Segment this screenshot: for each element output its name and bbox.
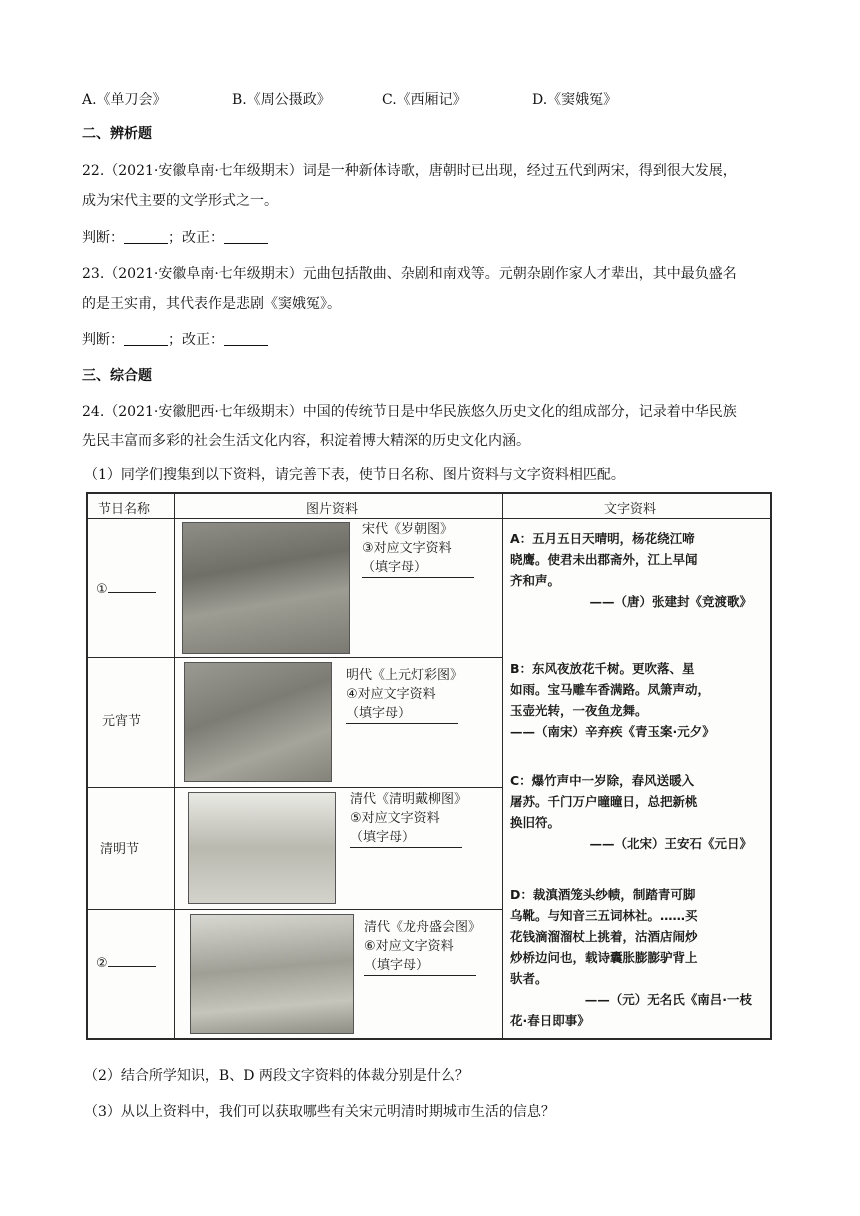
table-col-divider [174, 494, 175, 1038]
table-row-divider [88, 787, 502, 788]
header-festival: 节日名称 [98, 502, 151, 517]
q22-correct-label: ；改正： [168, 230, 224, 246]
festival-name-3: 清明节 [100, 842, 140, 857]
header-text: 文字资料 [604, 502, 657, 517]
table-col-divider [502, 494, 503, 1038]
q24-sub2: （2）结合所学知识，B、D 两段文字资料的体裁分别是什么？ [84, 1068, 469, 1084]
q22-line2: 成为宋代主要的文学形式之一。 [82, 193, 278, 209]
festival-name-2: 元宵节 [102, 714, 142, 729]
text-material-c: C：爆竹声中一岁除，春风送暖入 屠苏。千门万户曈曈日，总把新桃 换旧符。 ——（北宋）王安石《元日》 [510, 773, 752, 851]
q23-correct-blank[interactable] [224, 331, 268, 346]
text-material-b: B：东风夜放花千树。更吹落、星 如雨。宝马雕车香满路。凤箫声动， 玉壶光转，一夜鱼龙舞。 ——（南宋）辛弃疾《青玉案·元夕》 [510, 661, 715, 739]
pic-caption-1: 宋代《岁朝图》 ③对应文字资料 （填字母） [362, 520, 474, 578]
q22-judge-label: 判断： [82, 230, 124, 246]
table-row-divider [88, 518, 770, 519]
table-row-divider [88, 909, 502, 910]
section-heading-3: 三、综合题 [82, 368, 152, 384]
text-material-a: A：五月五日天晴明，杨花绕江啼 晓鹰。使君未出郡斋外，江上早闻 齐和声。 ——（唐）张建封《竞渡歌》 [510, 531, 752, 609]
option-b: B.《周公摄政》 [232, 92, 331, 108]
q22-correct-blank[interactable] [224, 229, 268, 244]
pic-caption-2: 明代《上元灯彩图》 ④对应文字资料 （填字母） [346, 666, 463, 724]
painting-image-qingming [188, 792, 336, 904]
option-a: A.《单刀会》 [82, 92, 167, 108]
pic-caption-4: 清代《龙舟盛会图》 ⑥对应文字资料 （填字母） [364, 918, 481, 976]
text-material-d: D：裁滇酒笼头纱帻，制踏青可脚 乌靴。与知音三五词林社。……买 花钱滴溜溜杖上挑着，沽酒店闹炒 炒桥边问也，载诗囊胀膨膨驴背上 驮者。 ——（元）无名氏《南吕·一枝 花·春日即事》 [510, 887, 752, 1028]
q24-sub3: （3）从以上资料中，我们可以获取哪些有关宋元明清时期城市生活的信息？ [84, 1104, 555, 1120]
q23-correct-label: ；改正： [168, 332, 224, 348]
q24-line1: 24.（2021·安徽肥西·七年级期末）中国的传统节日是中华民族悠久历史文化的组成部分，记录着中华民族 [82, 404, 737, 420]
q23-answer-line [82, 330, 268, 350]
festival-table [86, 492, 772, 1040]
pic-caption-3: 清代《清明戴柳图》 ⑤对应文字资料 （填字母） [350, 790, 467, 848]
q24-line2: 先民丰富而多彩的社会生活文化内容，积淀着博大精深的历史文化内涵。 [82, 433, 530, 449]
table-row-divider [88, 657, 502, 658]
q22-judge-blank[interactable] [124, 229, 168, 244]
painting-image-suichao [182, 522, 350, 654]
q22-line1: 22.（2021·安徽阜南·七年级期末）词是一种新体诗歌，唐朝时已出现，经过五代到两宋，得到很大发展， [82, 163, 737, 179]
header-picture: 图片资料 [306, 502, 359, 517]
q23-judge-blank[interactable] [124, 331, 168, 346]
q22-answer-line [82, 228, 268, 248]
q23-judge-label: 判断： [82, 332, 124, 348]
option-d: D.《窦娥冤》 [532, 92, 618, 108]
festival-blank-2[interactable]: ② [96, 956, 156, 971]
painting-image-longzhou [190, 914, 354, 1034]
option-c: C.《西厢记》 [382, 92, 467, 108]
q23-line1: 23.（2021·安徽阜南·七年级期末）元曲包括散曲、杂剧和南戏等。元朝杂剧作家人才辈出，其中最负盛名 [82, 266, 737, 282]
painting-image-shangyuan [184, 662, 332, 782]
section-heading-2: 二、辨析题 [82, 126, 152, 142]
q24-sub1: （1）同学们搜集到以下资料，请完善下表，使节日名称、图片资料与文字资料相匹配。 [84, 467, 625, 483]
q23-line2: 的是王实甫，其代表作是悲剧《窦娥冤》。 [82, 296, 341, 312]
festival-blank-1[interactable]: ① [96, 582, 156, 597]
